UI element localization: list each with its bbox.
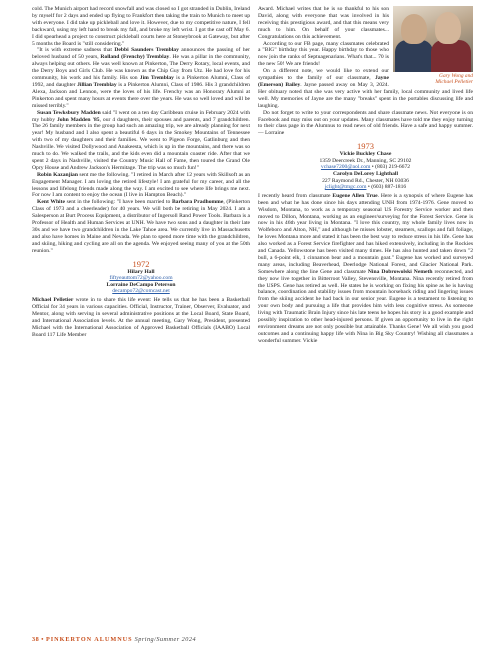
award-photo [393, 6, 473, 72]
section-year: 1973 [357, 141, 374, 152]
photo-caption: Gary Wong and Michael Pelletier [435, 73, 473, 86]
correspondent-contact: vchase7200@aol.com • (803) 219-6672 [320, 164, 411, 171]
section-year: 1972 [132, 258, 150, 269]
correspondent-contact: jclight@tmgc.com • (603) 887-1816 [324, 184, 407, 191]
paragraph: I recently heard from classmate Eugene Allen True. Here is a synopsis of where Eugene has been and what he has done since his days attending UNH from 1974-1976. Gene moved to Wisdom, Montana, to work as a temporary seasonal US Forestry Service worker and then moved to Dillon, Montana, working as an engineer/surveying for the Forest Service. Gene is now in his 46th year living in Montana. "I love this country, my whole family lives now in Wolfeboro and Alton, NH," and although he misses lobster, steamers, scallops and fall foliage, he loves Montana more and stated it has been the best way to reduce stress in his life. Gene has also worked as a Forest Service firefighter and has hiked extensively, including in the Rockies and Canada. Yellowstone has been visited many times. He has also hunted and taken down "2 bull, a 6-point elk, 1 cinnamon bear and a mountain goat." Eugene has worked and surveyed many areas, including Beaverhead, Deerlodge National Forest, and Glacier National Park. Somewhere along the line Gene and classmate Nina Dobrowolski Nemeth reconnected, and they now live together in Bitterroot Valley, Stevensville, Montana. Nina recently retired from the USPS. Gene has retired as well. He states he is working on fixing his spine as he is having balance, coordination and stability issues from mountain horseback riding and lingering issues from the skiing accident he had back in our senior year. Eugene is a testament to listening to your own body and pursuing a life that provides him with less cognitive stress. As someone living with Traumatic Brain Injury since his late teens he hopes his story is a good example and possibly inspiration to other head-injured persons. If given an opportunity to live in the right environment dreams are not only possible but attainable. Thanks Gene! We all wish you good outcomes and a continuing happy life with Nina in Big Sky Country! Wishing all classmates a wonderful summer. Vickie [258, 192, 474, 344]
paragraph: According to our FB page, many classmates celebrated a "BIG" birthday this year. Happy birthday to those who now join the ranks of Septuagenarians. What's that... 70 is the new 50! We are friends! [258, 40, 389, 68]
correspondent-email-link[interactable]: decampo72@comcast.net [112, 288, 170, 295]
class-1973-header [258, 141, 473, 191]
page-footer: 38 • PINKERTON ALUMNUS Spring/Summer 2024 [32, 636, 197, 643]
correspondent-email-link[interactable]: fiftyeauttom72@yahoo.com [109, 275, 173, 282]
correspondent-name: Lorraine DeCampo Peterson [106, 281, 176, 288]
correspondent-name: Vickie Buckley Chase [339, 151, 392, 158]
paragraph: Award. Michael writes that he is so thankful to his son David, along with everyone that was involved in his receiving this prestigious award, and that this means very much to him. On behalf of your classmates... Congratulations on this achievement. [258, 6, 389, 40]
correspondent-email-link[interactable]: vchase7200@aol.com [320, 164, 371, 171]
class-1972-header [32, 259, 250, 295]
left-column [32, 6, 250, 338]
paragraph: Kent White sent in the following: "I have been married to Barbara Pradhomme, (Pinkerton Class of 1973 and a cheerleader) for 40 years. We will both be retiring in May 2024. I am a Salesperson at Burt Process Equipment, a distributor of Ingersoll Rand Power Tools. Barbara is a Professor of Health and Human Services at UNH. We have two sons and a daughter in their late 30s and we have two grandchildren in the Lake Tahoe area. We currently live in Massachusetts and also have homes in Maine and Nevada. We plan to spend more time with the grandchildren, and skiing, hiking and cycling are all on the agenda. We enjoyed seeing many of you at the 50th reunion." [32, 199, 250, 254]
issue-label: Spring/Summer 2024 [132, 636, 197, 643]
right-column [258, 6, 473, 345]
paragraph: Susan Tewksbury Madden said "I went on a ten day Caribbean cruise in February 2024 with my hubby John Madden '85, our 4 daughters, their spouses and parents, and 7 grandchildren. The 26 family members in the group had such an amazing trip, we are already planning for next year! My husband and I also spent a beautiful 6 days in the Smokey Mountains of Tennessee with two of my daughters and their families. We went to Pigeon Forge, Gatlinburg and then Nashville. We visited Dollywood and Anakeesta, which is up in the mountains, and there was so much to do. We walked the trails, and the kids even did a mountain coaster ride. After that we spent 2 days in Nashville, visited the Country Music Hall of Fame, then toured the Grand Ole Opry House and Andrew Jackson's Hermitage. The trip was so much fun!" [32, 109, 250, 171]
correspondent-address: 1359 Deercreek Dr., Manning, SC 29102 [319, 157, 412, 164]
page-number: 38 [32, 636, 40, 643]
paragraph: Michael Pelletier wrote in to share this life event: He tells us that he has been a Basketball Official for 34 years in various capacities. Official, Instructor, Trainer, Observer, Evaluator, and Mentor, along with serving in several administrative positions at the Local Board, State Board, and International Association levels. At the annual meeting, Gary Wong, President, presented Michael with the International Association of Approved Basketball Officials (IAABO) Local Board 117 Life Member [32, 297, 250, 338]
photo-figure [393, 6, 473, 85]
correspondent-name: Carolyn DeLorey Lighthall [332, 171, 399, 177]
paragraph: On a different note, we would like to extend our sympathies to the family of our classmate, Jayne (Emerson) Bailey. Jayne passed away on May 3, 2024. Her obituary noted that she was very active with her family, local community and lived life well. My memories of Jayne are the many "breaks" spent in the portables discussing life and laughing. [258, 68, 473, 109]
paragraph: cold. The Munich airport had record snowfall and was closed so I got stranded in Dublin, Ireland by myself for 2 days and ended up flying to Frankfort then taking the train to Munich to meet up with everyone. I did take up pickleball and love it. However, due to my competitive nature, I fell backward, using my left hand to break my fall, and broke my left wrist. I got the cast off May 6. I did spearhead a project to construct pickleball courts here at Stoneybrook at Gateway, but after 5 months the Board is "still considering." [32, 6, 250, 47]
paragraph: "It is with extreme sadness that Debbi Saunders Tremblay announces the passing of her beloved husband of 50 years, Rolland (Frenchy) Tremblay. He was a pillar in the community, always helping out others. He was well known at Pinkerton, The Derry Rotary, local events, and the Derry Boys and Girls Club. He was known as the Chip Guy from Utz. He had love for his community, his work and his family. His son Jim Tremblay is a Pinkerton Alumni, Class of 1992, and daughter Jillian Tremblay is a Pinkerton Alumni, Class of 1986. His 3 grandchildren Alexa, Jackson and Lennon, were the loves of his life. Frenchy was an Honorary Alumni at Pinkerton and spent many hours at events there over the years. He was so well loved and will be missed terribly." [32, 47, 251, 109]
paragraph: Do not forget to write to your correspondents and share classmate news. Not everyone is on Facebook and may miss out on your updates. Many classmates have told me they enjoy turning to their class page in the Alumnus to read news of old friends. Have a safe and happy summer. — Lorraine [258, 109, 473, 137]
magazine-title: PINKERTON ALUMNUS [45, 636, 133, 643]
correspondent-address: 227 Raymond Rd., Chester, NH 03036 [322, 177, 409, 184]
paragraph: Robin Kazanjian sent me the following. "I retired in March after 12 years with Skillsoft as an Engagement Manager. I am loving the retired lifestyle! I am grateful for my career, and all the lessons and lifelong friends made along the way. I am excited to see where life brings me next. For now I am content to enjoy the ocean (I live in Hampton Beach)." [32, 171, 251, 199]
correspondent-email-link[interactable]: jclight@tmgc.com [324, 184, 367, 191]
correspondent-name: Hilary Hall [127, 268, 155, 275]
